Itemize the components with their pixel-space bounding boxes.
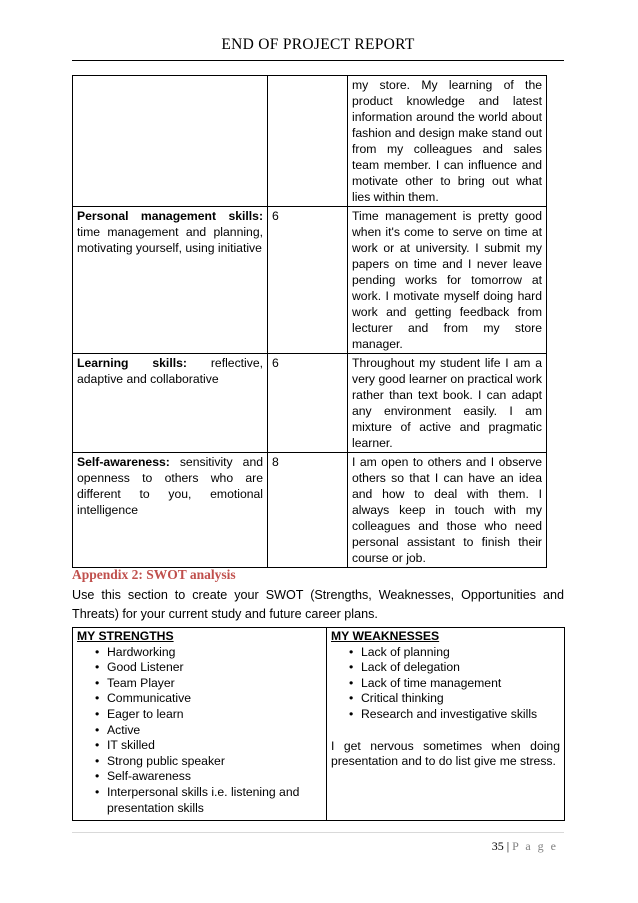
bullet-icon: • (95, 722, 100, 737)
header-divider (72, 60, 564, 61)
weakness-note: I get nervous sometimes when doing presentation and to do list give me stress. (331, 738, 560, 769)
skill-cell (73, 76, 268, 207)
footer-divider (72, 832, 564, 833)
weaknesses-heading: MY WEAKNESSES (331, 629, 440, 643)
table-row (73, 76, 547, 207)
comment-cell: my store. My learning of the product knowledge and latest information around the world about fashion and design make stand out from my colleagues and sales team member. I can influence and motivate other to bring out what lies within them. (348, 76, 547, 207)
bullet-icon: • (95, 706, 100, 721)
list-item: • Critical thinking (349, 691, 444, 706)
skill-name: Self-awareness: (77, 455, 170, 469)
bullet-icon: • (349, 644, 354, 659)
list-item: • Research and investigative skills (349, 706, 538, 721)
skill-name: Learning skills: (77, 356, 187, 370)
bullet-icon: • (95, 675, 100, 690)
skill-description: time management and planning, motivating yourself, using initiative (77, 225, 263, 255)
swot-table (72, 627, 565, 821)
skill-description: sensitivity and openness to others who are different to you, emotional intelligence (77, 455, 263, 517)
list-item: • Hardworking (95, 644, 176, 659)
score-cell (268, 76, 348, 207)
bullet-icon: • (349, 660, 354, 675)
bullet-icon: • (95, 753, 100, 768)
score-cell: 6 (268, 354, 348, 453)
list-item: • Team Player (95, 675, 175, 690)
page-header: END OF PROJECT REPORT (221, 36, 415, 53)
bullet-icon: • (95, 644, 100, 659)
weaknesses-list (331, 645, 560, 723)
page-label: P a g e (512, 839, 558, 853)
footer-separator: | (506, 839, 510, 853)
bullet-icon: • (95, 769, 100, 784)
skill-cell (73, 453, 268, 568)
appendix-instructions: Use this section to create your SWOT (Strengths, Weaknesses, Opportunities and Threats) for your current study and future career plans. (72, 588, 564, 621)
skill-cell (73, 354, 268, 453)
strengths-heading: MY STRENGTHS (77, 629, 174, 643)
strengths-list (77, 645, 322, 817)
weaknesses-cell (327, 628, 565, 821)
list-item: • Lack of delegation (349, 660, 460, 675)
strengths-cell (73, 628, 327, 821)
bullet-icon: • (95, 738, 100, 753)
table-row (73, 453, 547, 568)
list-item: • Eager to learn (95, 706, 184, 721)
comment-cell: Time management is pretty good when it's come to serve on time at work or at university. I submit my papers on time and I never leave pending works for tomorrow at work. I motivate myself doing hard work and getting feedback from lecturer and from my store manager. (348, 207, 547, 354)
bullet-icon: • (95, 660, 100, 675)
score-cell: 6 (268, 207, 348, 354)
skill-name: Personal management skills: (77, 209, 263, 223)
list-item: • Lack of planning (349, 644, 450, 659)
appendix-title: Appendix 2: SWOT analysis (72, 567, 236, 582)
page-number: 35 (491, 839, 504, 853)
comment-cell: I am open to others and I observe others so that I can have an idea and how to deal with them. I always keep in touch with my colleagues and those who need personal assistant to finish their course or job. (348, 453, 547, 568)
score-cell: 8 (268, 453, 348, 568)
list-item: • Active (95, 722, 141, 737)
list-item: • Lack of time management (349, 675, 502, 690)
skill-cell (73, 207, 268, 354)
table-row (73, 207, 547, 354)
bullet-icon: • (95, 691, 100, 706)
list-item: • IT skilled (95, 738, 155, 753)
list-item: • Communicative (95, 691, 191, 706)
skills-table (72, 75, 547, 568)
bullet-icon: • (349, 706, 354, 721)
page-footer (492, 839, 558, 854)
skill-description: reflective, adaptive and collaborative (77, 356, 264, 386)
table-row (73, 628, 565, 821)
comment-cell: Throughout my student life I am a very good learner on practical work rather than text book. I can adapt any environment easily. I am mixture of active and pragmatic learner. (348, 354, 547, 453)
table-row (73, 354, 547, 453)
bullet-icon: • (349, 675, 354, 690)
list-item: • Self-awareness (95, 769, 191, 784)
bullet-icon: • (95, 784, 100, 799)
bullet-icon: • (349, 691, 354, 706)
list-item: • Strong public speaker (95, 753, 225, 768)
list-item: • Interpersonal skills i.e. listening and presentation skills (95, 784, 300, 815)
list-item: • Good Listener (95, 660, 184, 675)
